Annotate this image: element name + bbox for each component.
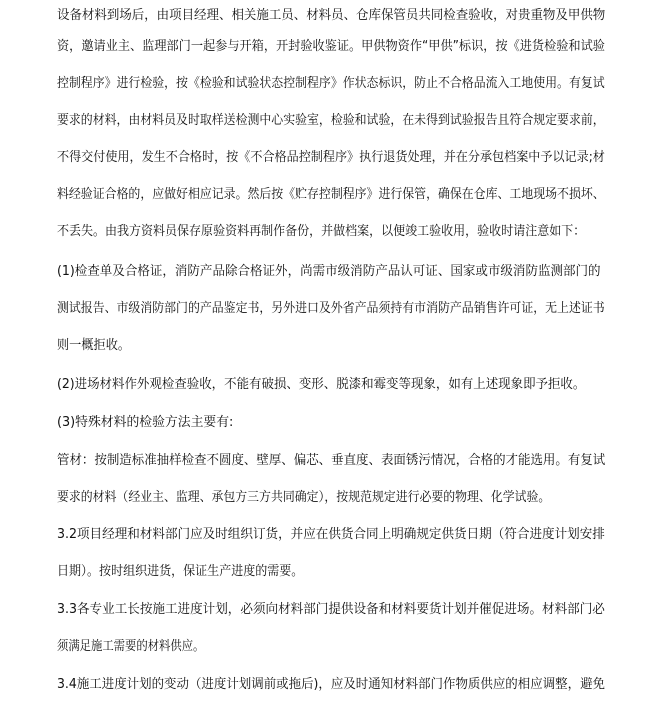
text-line: 设备材料到场后，由项目经理、相关施工员、材料员、仓库保管员共同检查验收，对贵重物及甲供物 <box>57 8 606 23</box>
text-line: 测试报告、市级消防部门的产品鉴定书，另外进口及外省产品须持有市消防产品销售许可证，无上述证书 <box>57 301 605 316</box>
section-3-4: 3.4施工进度计划的变动（进度计划调前或拖后)，应及时通知材料部门作物质供应的相应调整，避免 <box>57 677 605 692</box>
text-line: 要求的材料，由材料员及时取样送检测中心实验室，检验和试验，在未得到试验报告且符合规定要求前， <box>57 113 605 128</box>
text-line: 管材：按制造标准抽样检查不圆度、壁厚、偏芯、垂直度、表面锈污情况，合格的才能选用。有复试 <box>57 453 606 468</box>
text-line: 日期）。按时组织进货，保证生产进度的需要。 <box>57 564 304 579</box>
text-line: 料经验证合格的，应做好相应记录。然后按《贮存控制程序》进行保管，确保在仓库、工地现场不损坏、 <box>57 187 605 202</box>
section-3-3: 3.3各专业工长按施工进度计划，必须向材料部门提供设备和材料要货计划并催促进场。材料部门必 <box>57 602 605 617</box>
list-item-1: (1)检查单及合格证，消防产品除合格证外，尚需市级消防产品认可证、国家或市级消防监测部门的 <box>57 264 601 279</box>
section-3-2: 3.2项目经理和材料部门应及时组织订货，并应在供货合同上明确规定供货日期（符合进度计划安排 <box>57 527 605 542</box>
text-line: 则一概拒收。 <box>57 338 131 353</box>
text-line: 资，邀请业主、监理部门一起参与开箱，开封验收鉴证。甲供物资作“甲供”标识，按《进货检验和试验 <box>57 39 605 54</box>
list-item-3: (3)特殊材料的检验方法主要有: <box>57 415 234 430</box>
text-line: 不得交付使用，发生不合格时，按《不合格品控制程序》执行退货处理，并在分承包档案中予以记录;材 <box>57 150 605 165</box>
text-line: 控制程序》进行检验，按《检验和试验状态控制程序》作状态标识，防止不合格品流入工地使用。有复试 <box>57 76 605 91</box>
list-item-2: (2)进场材料作外观检查验收，不能有破损、变形、脱漆和霉变等现象，如有上述现象即予拒收。 <box>57 377 586 392</box>
text-line: 不丢失。由我方资料员保存原验资料再制作备份，并做档案，以便竣工验收用，验收时请注意如下： <box>57 224 586 239</box>
text-line: 要求的材料（经业主、监理、承包方三方共同确定），按规范规定进行必要的物理、化学试验。 <box>57 490 551 505</box>
text-line: 须满足施工需要的材料供应。 <box>57 639 205 654</box>
